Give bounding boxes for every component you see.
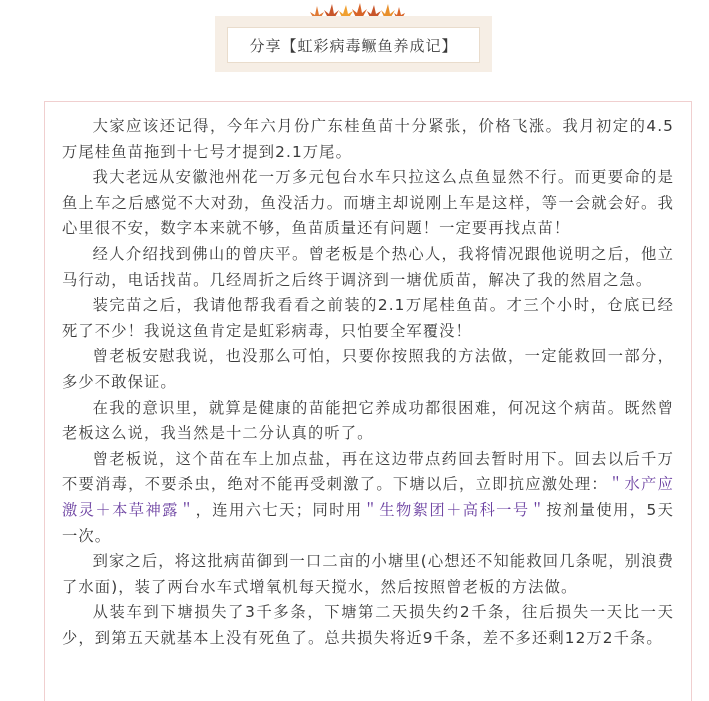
article-body (44, 101, 692, 701)
product-highlight: ＂水产应激灵＋本草神露＂ (62, 475, 674, 519)
article-title: 分享【虹彩病毒鳜鱼养成记】 (227, 27, 480, 63)
product-highlight: ＂生物絮团＋高科一号＂ (362, 500, 547, 519)
paragraph-4: 装完苗之后，我请他帮我看看之前装的2.1万尾桂鱼苗。才三个小时，仓底已经死了不少！我说这鱼肯定是虹彩病毒，只怕要全军覆没！ (62, 296, 674, 340)
paragraph-3: 经人介绍找到佛山的曾庆平。曾老板是个热心人，我将情况跟他说明之后，他立马行动，电话找苗。几经周折之后终于调济到一塘优质苗，解决了我的然眉之急。 (62, 244, 674, 289)
paragraph-8: 到家之后，将这批病苗御到一口二亩的小塘里(心想还不知能救回几条呢，别浪费了水面)，装了两台水车式增氧机每天搅水，然后按照曾老板的方法做。 (62, 552, 674, 596)
paragraph-6: 在我的意识里，就算是健康的苗能把它养成功都很困难，何况这个病苗。既然曾老板这么说，我当然是十二分认真的听了。 (62, 398, 674, 443)
paragraph-7: 曾老板说，这个苗在车上加点盐，再在这边带点药回去暂时用下。回去以后千万不要消毒，不要杀虫，绝对不能再受刺激了。下塘以后，立即抗应激处理：＂水产应激灵＋本草神露＂，连用六七天；同时用＂生物絮团＋高科一号＂按剂量使用，5天一次。 (62, 449, 674, 545)
paragraph-2: 我大老远从安徽池州花一万多元包台水车只拉这么点鱼显然不行。而更要命的是鱼上车之后感觉不大对劲，鱼没活力。而塘主却说刚上车是这样，等一会就会好。我心里很不安，数字本来就不够，鱼苗质量还有问题！一定要再找点苗！ (62, 168, 674, 238)
title-frame (215, 16, 492, 72)
paragraph-5: 曾老板安慰我说，也没那么可怕，只要你按照我的方法做，一定能救回一部分，多少不敢保证。 (62, 347, 674, 391)
paragraph-9: 从装车到下塘损失了3千多条，下塘第二天损失约2千条，往后损失一天比一天少，到第五天就基本上没有死鱼了。总共损失将近9千条，差不多还剩12万2千条。 (62, 603, 674, 647)
paragraph-1: 大家应该还记得，今年六月份广东桂鱼苗十分紧张，价格飞涨。我月初定的4.5万尾桂鱼苗拖到十七号才提到2.1万尾。 (62, 117, 674, 161)
